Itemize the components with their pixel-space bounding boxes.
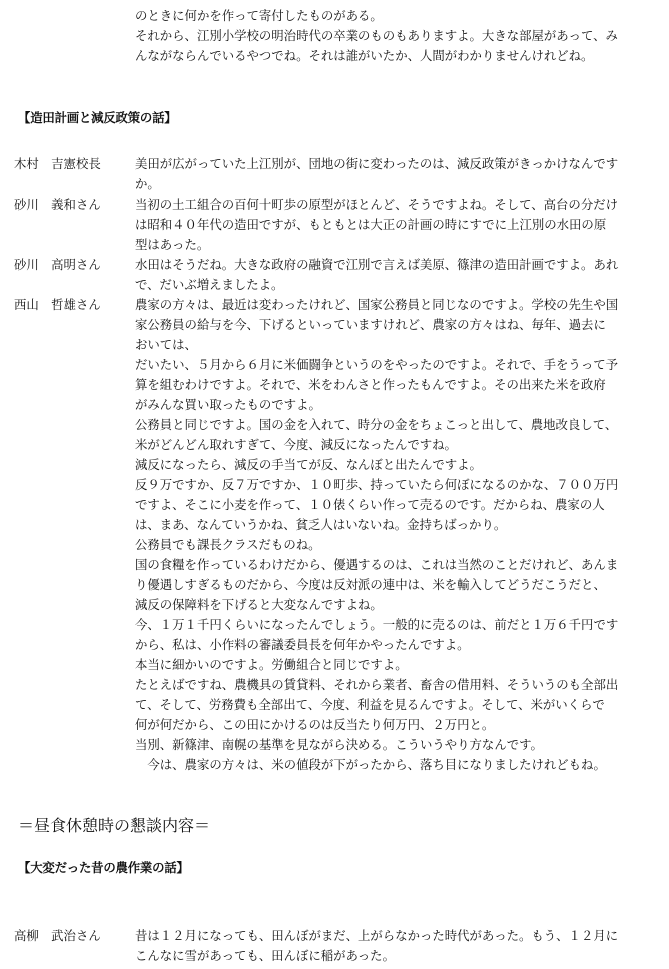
text-line: がみんな買い取ったものですよ。 xyxy=(135,397,321,412)
speaker-name: 高柳 武治さん xyxy=(14,928,101,943)
text-line: 型はあった。 xyxy=(135,237,210,252)
speaker-name: 西山 哲雄さん xyxy=(14,297,101,312)
text-line: 農家の方々は、最近は変わったけれど、国家公務員と同じなのですよ。学校の先生や国 xyxy=(135,297,619,312)
text-line: ですよ、そこに小麦を作って、１０俵くらい作って売るのです。だからね、農家の人 xyxy=(135,497,605,512)
text-line: こんなに雪があっても、田んぼに稲があった。 xyxy=(135,948,395,963)
text-line: 反９万ですか、反７万ですか、１０町歩、持っていたら何ぼになるのかな、７００万円 xyxy=(135,477,619,492)
text-line: だいたい、５月から６月に米価闘争というのをやったのですよ。それで、手をうって予 xyxy=(135,357,618,372)
text-line: 米がどんどん取れすぎて、今度、減反になったんですね。 xyxy=(135,437,457,452)
section-heading-lunch: ＝昼食休憩時の懇談内容＝ xyxy=(18,816,211,835)
text-line: 家公務員の給与を今、下げるといっていますけれど、農家の方々はね、毎年、過去に xyxy=(135,317,606,332)
section-heading-zoden: 【造田計画と減反政策の話】 xyxy=(18,110,177,125)
text-line: んながならんでいるやつでね。それは誰がいたか、人間がわかりませんけれどね。 xyxy=(135,48,594,63)
intro-paragraph xyxy=(135,6,660,66)
text-line: 当初の土工組合の百何十町歩の原型がほとんど、そうですよね。そして、高台の分だけ xyxy=(135,197,618,212)
section-heading-farming: 【大変だった昔の農作業の話】 xyxy=(18,860,189,875)
text-line: 美田が広がっていた上江別が、団地の街に変わったのは、減反政策がきっかけなんです xyxy=(135,156,619,171)
text-line: り優遇しすぎるものだから、今度は反対派の連中は、米を輸入してどうだこうだと、 xyxy=(135,577,606,592)
speech-text xyxy=(135,195,665,255)
text-line: か。 xyxy=(135,176,160,191)
speaker-name: 砂川 義和さん xyxy=(14,197,101,212)
speech-text xyxy=(135,154,665,194)
text-line: 公務員でも課長クラスだものね。 xyxy=(135,537,321,552)
text-line: 公務員と同じですよ。国の金を入れて、時分の金をちょこっと出して、農地改良して、 xyxy=(135,417,618,432)
text-line: は昭和４０年代の造田ですが、もともとは大正の計画の時にすでに上江別の水田の原 xyxy=(135,217,607,232)
text-line: 本当に細かいのですよ。労働組合と同じですよ。 xyxy=(135,657,408,672)
text-line: 国の食糧を作っているわけだから、優遇するのは、これは当然のことだけれど、あんま xyxy=(135,557,619,572)
text-line: は、まあ、なんていうかね、貧乏人はいないね。金持ちばっかり。 xyxy=(135,517,507,532)
text-line: 今は、農家の方々は、米の値段が下がったから、落ち目になりましたけれどもね。 xyxy=(135,757,606,772)
text-line: 減反になったら、減反の手当てが反、なんぼと出たんですよ。 xyxy=(135,457,482,472)
text-line: 当別、新篠津、南幌の基準を見ながら決める。こういうやり方なんです。 xyxy=(135,737,543,752)
text-line: 何が何だから、この田にかけるのは反当たり何万円、２万円と。 xyxy=(135,717,495,732)
text-line: 算を組むわけですよ。それで、米をわんさと作ったもんですよ。その出来た米を政府 xyxy=(135,377,606,392)
speech-text xyxy=(135,926,665,966)
text-line: 昔は１２月になっても、田んぼがまだ、上がらなかった時代があった。もう、１２月に xyxy=(135,928,619,943)
text-line: から、私は、小作料の審議委員長を何年かやったんですよ。 xyxy=(135,637,470,652)
speech-text xyxy=(135,295,665,775)
text-line: 水田はそうだね。大きな政府の融資で江別で言えば美原、篠津の造田計画ですよ。あれ xyxy=(135,257,619,272)
text-line: て、そして、労務費も全部出て、今度、利益を見るんですよ。そして、米がいくらで xyxy=(135,697,605,712)
text-line: 減反の保障料を下げると大変なんですよね。 xyxy=(135,597,383,612)
text-line: たとえばですね、農機具の賃貸料、それから業者、畜舎の借用料、そういうのも全部出 xyxy=(135,677,619,692)
text-line: おいては、 xyxy=(135,337,197,352)
text-line: 今、１万１千円くらいになったんでしょう。一般的に売るのは、前だと１万６千円です xyxy=(135,617,619,632)
speech-text xyxy=(135,255,665,295)
speaker-name: 木村 吉憲校長 xyxy=(14,156,101,171)
text-line: で、だいぶ増えましたよ。 xyxy=(135,277,284,292)
speaker-name: 砂川 高明さん xyxy=(14,257,101,272)
text-line: それから、江別小学校の明治時代の卒業のものもありますよ。大きな部屋があって、み xyxy=(135,28,618,43)
text-line: のときに何かを作って寄付したものがある。 xyxy=(135,8,383,23)
